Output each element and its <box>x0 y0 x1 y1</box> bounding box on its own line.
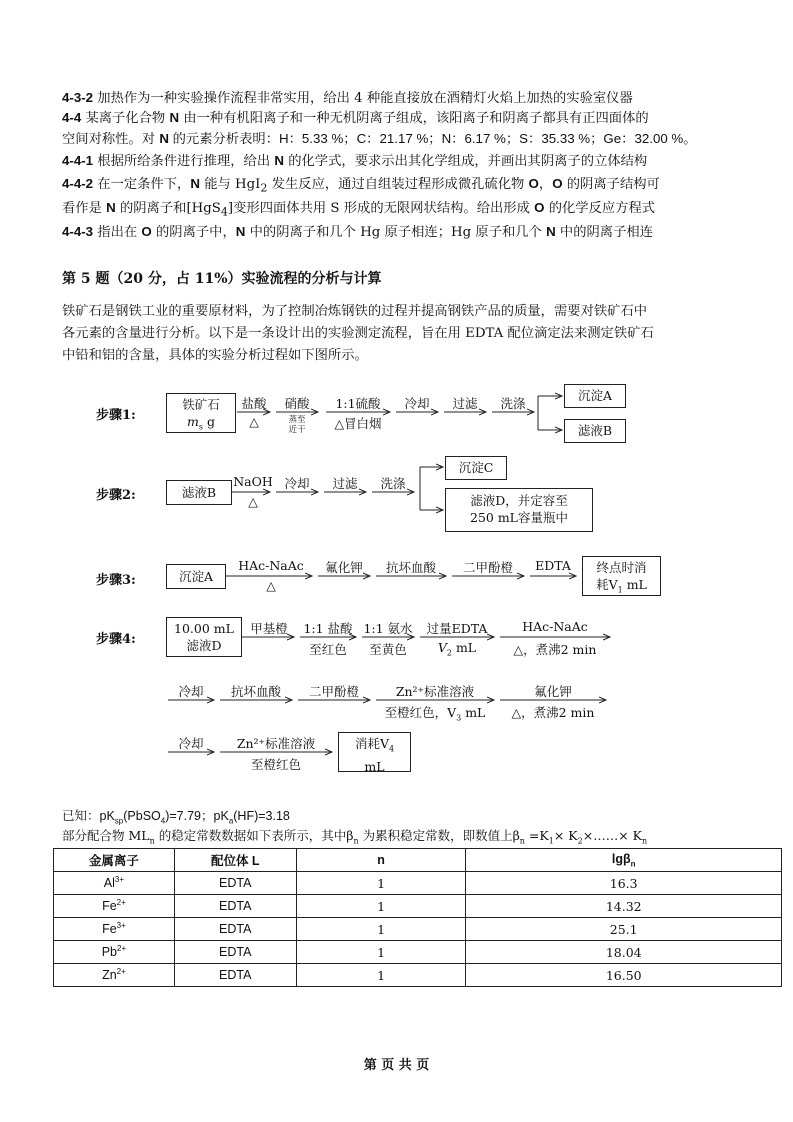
table-row <box>54 918 782 941</box>
step-wash: 洗涤 <box>380 476 406 491</box>
table-row <box>54 895 782 918</box>
question-5-intro-line-2: 各元素的含量进行分析。以下是一条设计出的实验测定流程，旨在用 EDTA 配位滴定法来测定铁矿石 <box>62 326 654 341</box>
step-filter: 过滤 <box>332 476 358 491</box>
filtrate-b-box: 滤液B <box>564 419 626 443</box>
step-1-label: 步骤1: <box>96 408 136 423</box>
n-cell: 1 <box>296 895 466 918</box>
question-number: 4-3-2 <box>62 90 94 105</box>
metal-ion-cell: $Zn^{2+}$ <box>54 964 175 987</box>
metal-ion-cell: $Fe^{2+}$ <box>54 895 175 918</box>
step-2-label: 步骤2: <box>96 488 136 503</box>
precipitate-a-start-box: 沉淀A <box>166 564 226 589</box>
evaporate-note-1: 蒸至 <box>288 415 306 425</box>
question-number: 4-4-2 <box>62 176 94 191</box>
to-orange-red-v3-note: 至橙红色，$V_3$ mL <box>384 705 486 723</box>
heat-symbol: △ <box>248 494 258 509</box>
to-red-note: 至红色 <box>309 642 347 657</box>
step-filter: 过滤 <box>452 396 478 411</box>
question-4-4-3: 4-4-3 指出在 O 的阴离子中，N 中的阴离子和几个 Hg 原子相连；Hg 原子和几个 N 中的阴离子相连 <box>62 224 653 240</box>
reagent-methyl-orange: 甲基橙 <box>250 621 288 636</box>
reagent-zn-standard: Zn²⁺标准溶液 <box>236 736 316 751</box>
reagent-hydrochloric-acid: 盐酸 <box>241 396 267 411</box>
reagent-xylenol-orange: 二甲酚橙 <box>308 684 359 699</box>
to-orange-red-note: 至橙红色 <box>250 757 301 772</box>
question-number: 4-4-1 <box>62 153 94 168</box>
step-3-label: 步骤3: <box>96 573 136 588</box>
reagent-ammonia-1-1: 1:1 氨水 <box>363 621 413 636</box>
question-5-intro-line-1: 铁矿石是钢铁工业的重要原材料，为了控制冶炼钢铁的过程并提高钢铁产品的质量，需要对铁矿石中 <box>62 304 648 319</box>
ligand-cell: EDTA <box>174 895 296 918</box>
question-4-4: 4-4 某离子化合物 N 由一种有机阳离子和一种无机阴离子组成，该阳离子和阴离子都具有正四面体的 <box>62 110 649 126</box>
ligand-cell: EDTA <box>174 918 296 941</box>
metal-ion-cell: $Al^{3+}$ <box>54 872 175 895</box>
reagent-nitric-acid: 硝酸 <box>284 396 310 411</box>
question-number: 4-4 <box>62 110 82 125</box>
table-intro: 部分配合物 $ML_n$ 的稳定常数数据如下表所示，其中$\beta_n$ 为累积稳定常数，即数值上$\beta_n =K_1\times$ $K_2\times\dots\dots\times K_n$ <box>62 828 648 846</box>
filtrate-d-aliquot-box: 10.00 mL 滤液D <box>166 617 242 657</box>
n-cell: 1 <box>296 918 466 941</box>
n-cell: 1 <box>296 964 466 987</box>
reagent-potassium-fluoride: 氟化钾 <box>534 684 572 699</box>
question-number: 4-4-3 <box>62 224 94 239</box>
iron-ore-box: 铁矿石 $m_s$ g <box>166 393 236 433</box>
question-4-4-1: 4-4-1 根据所给条件进行推理，给出 N 的化学式，要求示出其化学组成，并画出其阴离子的立体结构 <box>62 153 648 169</box>
endpoint-v1-box: 终点时消 耗$V_1$ mL <box>582 556 661 596</box>
lg-beta-cell: 16.50 <box>466 964 782 987</box>
n-cell: 1 <box>296 872 466 895</box>
precipitate-c-box: 沉淀C <box>445 456 507 480</box>
step-cool: 冷却 <box>178 736 204 751</box>
reagent-potassium-fluoride: 氟化钾 <box>325 560 363 575</box>
boil-2min-note: △，煮沸2 min <box>513 642 597 657</box>
step-cool: 冷却 <box>178 684 204 699</box>
reagent-ascorbic-acid: 抗坏血酸 <box>230 684 281 699</box>
n-cell: 1 <box>296 941 466 964</box>
consumed-v4-box: 消耗$V_4$ mL <box>338 732 411 772</box>
metal-ion-cell: $Pb^{2+}$ <box>54 941 175 964</box>
metal-ion-cell: $Fe^{3+}$ <box>54 918 175 941</box>
table-row <box>54 872 782 895</box>
column-header-lg-beta: lgβ$_n$ <box>466 849 782 872</box>
step-cool: 冷却 <box>284 476 310 491</box>
reagent-hac-naac: HAc-NaAc <box>522 619 588 634</box>
evaporate-note-2: 近干 <box>288 425 306 435</box>
filtrate-b-start-box: 滤液B <box>166 480 232 505</box>
ligand-cell: EDTA <box>174 872 296 895</box>
step-wash: 洗涤 <box>500 396 526 411</box>
precipitate-a-box: 沉淀A <box>564 384 626 408</box>
reagent-ascorbic-acid: 抗坏血酸 <box>385 560 436 575</box>
filtrate-d-box: 滤液D，并定容至 250 mL容量瓶中 <box>445 488 593 532</box>
reagent-zn-standard: Zn²⁺标准溶液 <box>395 684 475 699</box>
question-5-intro-line-3: 中铅和铝的含量，具体的实验分析过程如下图所示。 <box>62 348 368 363</box>
column-header-n: n <box>296 849 466 872</box>
heat-symbol: △ <box>249 414 259 429</box>
lg-beta-cell: 14.32 <box>466 895 782 918</box>
question-text: 加热作为一种实验操作流程非常实用，给出 4 种能直接放在酒精灯火焰上加热的实验室仪器 <box>97 91 633 106</box>
question-5-title: 第 5 题（20 分，占 11%）实验流程的分析与计算 <box>62 271 382 287</box>
table-header-row <box>54 849 782 872</box>
reagent-excess-edta: 过量EDTA <box>426 621 488 636</box>
to-yellow-note: 至黄色 <box>369 642 407 657</box>
question-4-4-2: 4-4-2 在一定条件下，N 能与 HgI$_2$ 发生反应，通过自组装过程形成微孔硫化物 O，O 的阴离子结构可 <box>62 176 660 195</box>
white-smoke-note: △冒白烟 <box>334 416 382 431</box>
question-4-4-continued: 空间对称性。对 N 的元素分析表明：H：5.33 %；C：21.17 %；N：6.17 %；S：35.33 %；Ge：32.00 %。 <box>62 131 697 147</box>
table-row <box>54 941 782 964</box>
column-header-ligand: 配位体 L <box>174 849 296 872</box>
reagent-sulfuric-acid: 1:1硫酸 <box>335 396 381 411</box>
lg-beta-cell: 18.04 <box>466 941 782 964</box>
table-row <box>54 964 782 987</box>
step-4-label: 步骤4: <box>96 632 136 647</box>
heat-symbol: △ <box>266 578 276 593</box>
reagent-xylenol-orange: 二甲酚橙 <box>462 560 513 575</box>
volume-v2-note: $V_2$ mL <box>437 640 477 658</box>
page-footer: 第 页 共 页 <box>363 1058 430 1073</box>
reagent-hcl-1-1: 1:1 盐酸 <box>303 621 353 636</box>
stability-constants-table <box>53 848 782 987</box>
ligand-cell: EDTA <box>174 941 296 964</box>
known-constants: 已知：$pK_{sp}(PbSO_4)=7.79$；$pK_a(HF)=3.18$ <box>62 809 290 826</box>
column-header-metal-ion: 金属离子 <box>54 849 175 872</box>
ligand-cell: EDTA <box>174 964 296 987</box>
lg-beta-cell: 16.3 <box>466 872 782 895</box>
reagent-hac-naac: HAc-NaAc <box>238 558 304 573</box>
reagent-edta: EDTA <box>535 558 571 573</box>
boil-2min-note: △，煮沸2 min <box>511 705 595 720</box>
question-4-4-2-continued: 看作是 N 的阴离子和[HgS$_4$]变形四面体共用 S 形成的无限网状结构。给出形成 O 的化学反应方程式 <box>62 200 656 219</box>
reagent-naoh: NaOH <box>233 474 273 489</box>
lg-beta-cell: 25.1 <box>466 918 782 941</box>
step-cool: 冷却 <box>404 396 430 411</box>
